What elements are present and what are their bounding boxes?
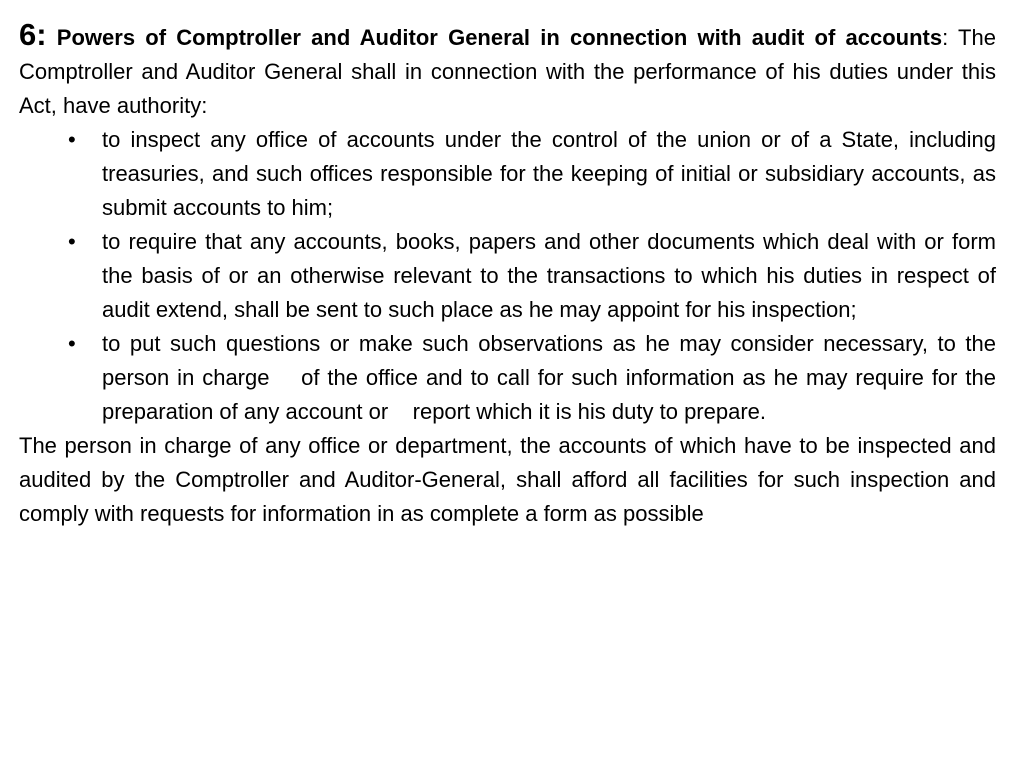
- list-item: [19, 327, 1003, 429]
- bullet-icon: •: [68, 229, 76, 254]
- list-item-text: to require that any accounts, books, papers and other documents which deal with or form the basis of or an otherwise relevant to the transactions to which his duties in respect of audit extend, shall be sent to such place as he may appoint for his inspection;: [102, 229, 996, 322]
- list-item: [19, 123, 996, 225]
- section-intro: [19, 18, 996, 123]
- section-heading: Powers of Comptroller and Auditor General in connection with audit of: [56, 25, 836, 50]
- authority-list: [19, 123, 1003, 429]
- section-heading-term: accounts: [845, 25, 943, 50]
- bullet-icon: •: [68, 127, 76, 152]
- list-item: [19, 225, 996, 327]
- section-number: 6:: [19, 17, 47, 52]
- list-item-text: to inspect any office of accounts under the control of the union or of a State, including treasuries, and such offices responsible for the keeping of initial or subsidiary accounts, as submit accounts to him;: [102, 127, 996, 220]
- closing-paragraph: The person in charge of any office or department, the accounts of which have to be inspected and audited by the Comptroller and Auditor-General, shall afford all facilities for such inspection and comply with requests for information in as complete a form as possible: [19, 433, 996, 526]
- section-intro-text: : The Comptroller and Auditor General shall in connection with the performance of his duties under this Act, have authority:: [19, 25, 996, 118]
- slide-content: [19, 17, 1003, 531]
- bullet-icon: •: [68, 331, 76, 356]
- list-item-text: to put such questions or make such observations as he may consider necessary, to the person in charge of the office and to call for such information as he may require for the preparation of any account or report which it is his duty to prepare.: [102, 331, 1003, 424]
